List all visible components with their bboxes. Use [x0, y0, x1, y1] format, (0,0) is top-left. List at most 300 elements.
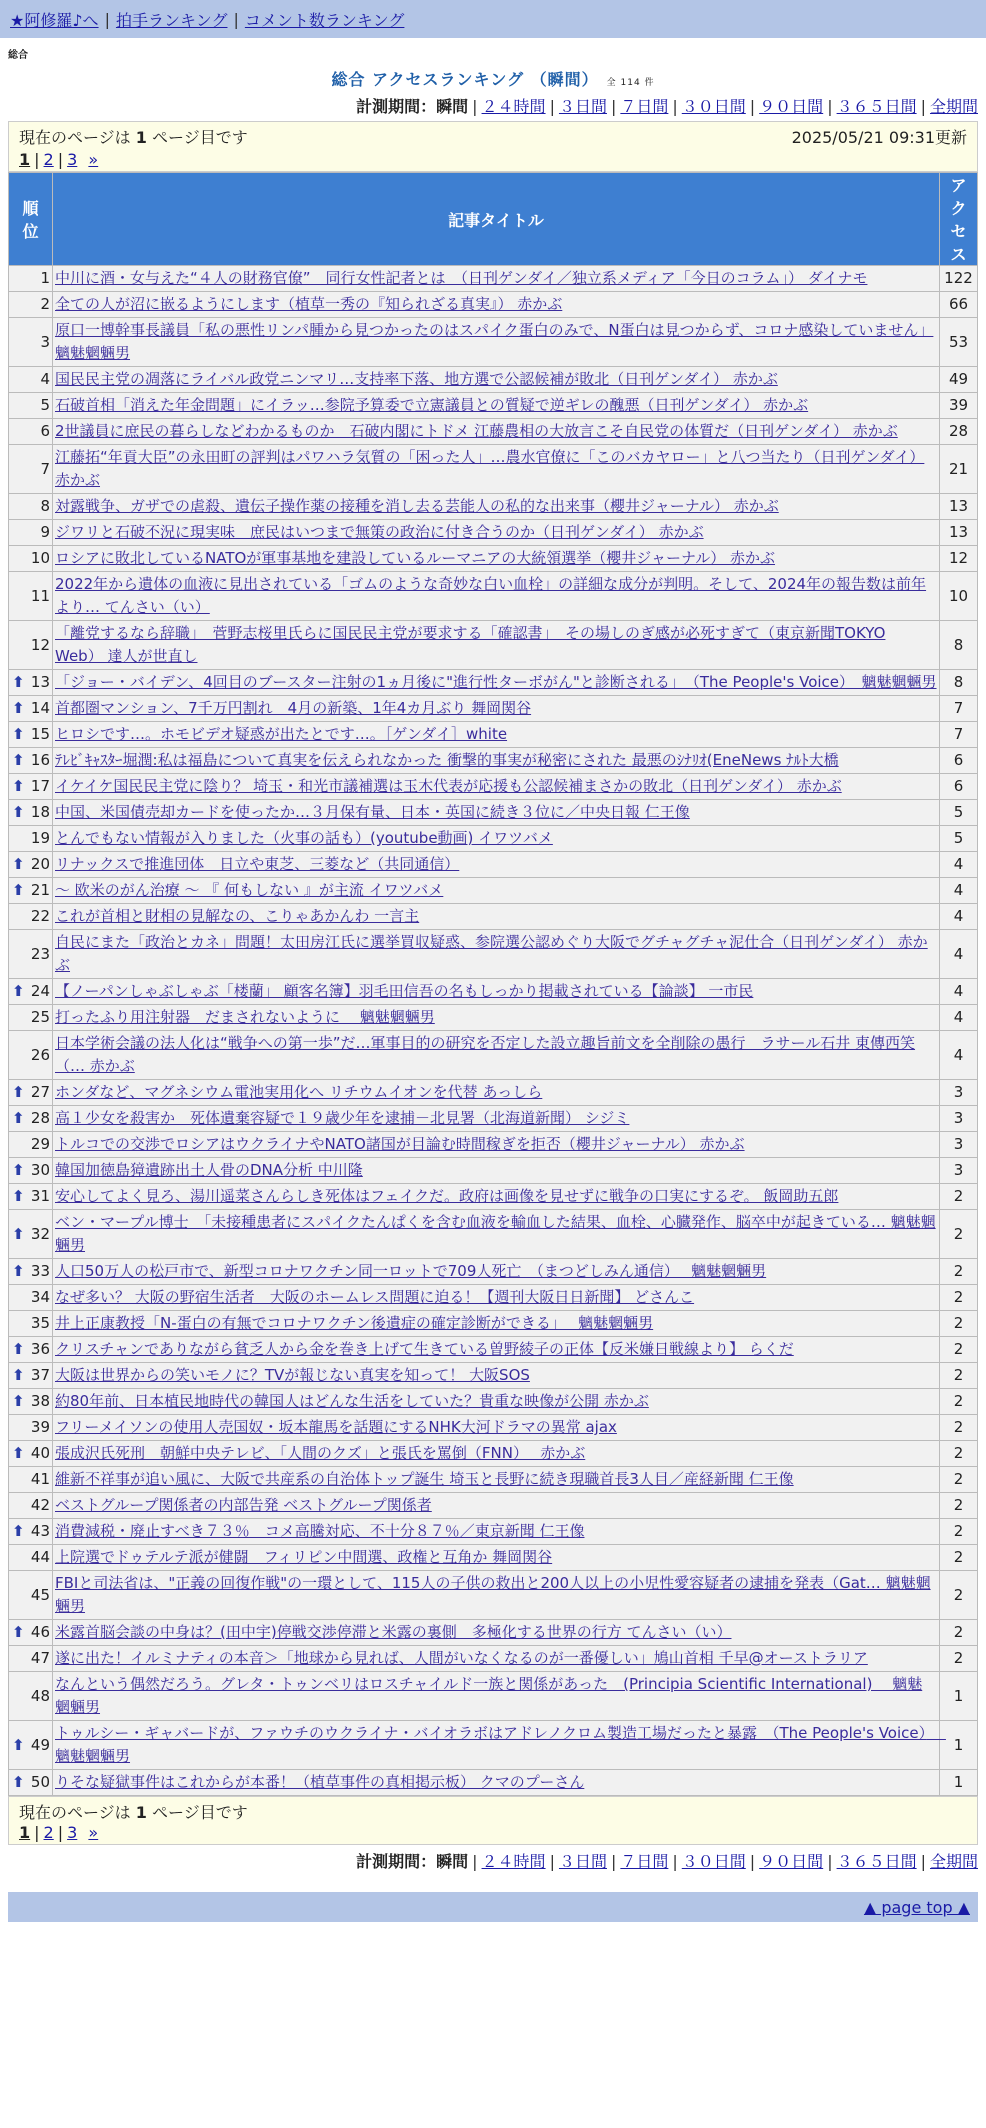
title-cell [53, 979, 940, 1005]
article-link[interactable]: 首都圏マンション、7千万円割れ 4月の新築、1年4カ月ぶり 舞岡関谷 [55, 699, 532, 717]
period-link[interactable]: 全期間 [929, 1852, 978, 1871]
updated-timestamp: 2025/05/21 09:31更新 [791, 128, 967, 147]
article-link[interactable]: ヒロシです…。ホモビデオ疑惑が出たとです…。［ゲンダイ］white [55, 725, 508, 743]
page-separator: | [34, 1823, 40, 1842]
table-row [9, 1210, 978, 1259]
title-cell [53, 826, 940, 852]
article-link[interactable]: トゥルシー・ギャバードが、ファウチのウクライナ・バイオラボはアドレノクロム製造工場だったと暴露 （The People's Voice） 魑魅魍魎男 [55, 1724, 946, 1765]
access-count: 2 [940, 1493, 978, 1519]
access-count: 2 [940, 1259, 978, 1285]
access-count: 53 [940, 318, 978, 367]
rank-up-arrow-icon: ⬆ [12, 1366, 25, 1384]
period-link[interactable]: ３０日間 [681, 97, 746, 116]
period-separator: | [749, 1852, 756, 1871]
rank-cell [9, 930, 53, 979]
article-link[interactable]: 自民にまた「政治とカネ」問題！太田房江氏に選挙買収疑惑、参院選公認めぐり大阪でグチャグチャ泥仕合（日刊ゲンダイ） 赤かぶ [55, 933, 928, 974]
rank-cell [9, 1363, 53, 1389]
rank-up-arrow-icon: ⬆ [12, 751, 25, 769]
article-link[interactable]: 「ジョー・バイデン、4回目のブースター注射の1ヵ月後に"進行性ターボがん"と診断される」 （The People's Voice） 魑魅魍魎男 [55, 673, 937, 691]
page-current: 1 [19, 1823, 31, 1842]
period-separator: | [920, 97, 926, 116]
access-count: 2 [940, 1519, 978, 1545]
article-link[interactable]: 上院選でドゥテルテ派が健闘 フィリピン中間選、政権と互角か 舞岡関谷 [55, 1548, 553, 1566]
page-link[interactable]: 3 [67, 1823, 78, 1842]
access-count: 2 [940, 1620, 978, 1646]
rank-up-arrow-icon: ⬆ [12, 673, 25, 691]
rank-cell [9, 1106, 53, 1132]
period-link[interactable]: ２４時間 [481, 1852, 546, 1871]
rank-cell [9, 1467, 53, 1493]
rank-number: 8 [40, 497, 50, 515]
rank-number: 2 [40, 295, 50, 313]
article-link[interactable]: 打ったふり用注射器 だまされないように 魑魅魍魎男 [55, 1008, 435, 1026]
access-count: 4 [940, 1005, 978, 1031]
title-cell [53, 1132, 940, 1158]
access-count: 4 [940, 852, 978, 878]
rank-cell [9, 1210, 53, 1259]
access-count: 2 [940, 1441, 978, 1467]
rank-number: 25 [30, 1008, 50, 1026]
table-row [9, 1132, 978, 1158]
title-cell [53, 393, 940, 419]
table-row [9, 1493, 978, 1519]
rank-number: 37 [30, 1366, 50, 1384]
period-link[interactable]: ３日間 [558, 1852, 607, 1871]
rank-up-arrow-icon: ⬆ [12, 1444, 25, 1462]
table-row [9, 1646, 978, 1672]
article-link[interactable]: ジワリと石破不況に現実味 庶民はいつまで無策の政治に付き合うのか（日刊ゲンダイ） 赤かぶ [55, 523, 704, 541]
rank-up-arrow-icon: ⬆ [12, 1340, 25, 1358]
rank-up-arrow-icon: ⬆ [12, 1522, 25, 1540]
article-link[interactable]: 井上正康教授「N-蛋白の有無でコロナワクチン後遺症の確定診断ができる」 魑魅魍魎男 [55, 1314, 654, 1332]
period-current: 瞬間 [436, 1852, 469, 1871]
article-link[interactable]: 人口50万人の松戸市で、新型コロナワクチン同一ロットで709人死亡 （まつどしみん通信） 魑魅魍魎男 [55, 1262, 767, 1280]
access-count: 7 [940, 696, 978, 722]
rank-cell [9, 572, 53, 621]
period-link[interactable]: ３０日間 [681, 1852, 746, 1871]
rank-cell [9, 318, 53, 367]
access-count: 13 [940, 520, 978, 546]
article-link[interactable]: 米露首脳会談の中身は？(田中宇)停戦交渉停滞と米露の裏側 多極化する世界の行方 てんさい（い） [55, 1623, 732, 1641]
access-count: 5 [940, 826, 978, 852]
rank-cell [9, 494, 53, 520]
table-row [9, 546, 978, 572]
article-link[interactable]: クリスチャンでありながら貧乏人から金を巻き上げて生きている曽野綾子の正体【反米嫌日戦線より】 らくだ [55, 1340, 794, 1358]
period-separator: | [472, 1852, 478, 1871]
title-cell [53, 1285, 940, 1311]
current-page-text [19, 1803, 248, 1822]
article-link[interactable]: 2022年から遺体の血液に見出されている「ゴムのような奇妙な白い血栓」の詳細な成分が判明。そして、2024年の報告数は前年より… てんさい（い） [55, 575, 927, 616]
table-row [9, 1005, 978, 1031]
next-page-link[interactable]: » [88, 1823, 99, 1842]
table-row [9, 419, 978, 445]
rank-number: 26 [30, 1045, 50, 1064]
title-cell [53, 266, 940, 292]
article-link[interactable]: ﾃﾚﾋﾞｷｬｽﾀｰ堀潤:私は福島について真実を伝えられなかった 衝撃的事実が秘密にされた 最悪のｼﾅﾘｵ(EneNews ﾅﾙﾄ大橋 [55, 751, 839, 769]
home-link[interactable]: ★阿修羅♪へ [10, 10, 99, 30]
title-cell [53, 318, 940, 367]
title-cell [53, 367, 940, 393]
rank-up-arrow-icon: ⬆ [12, 982, 25, 1000]
table-row [9, 979, 978, 1005]
rank-cell [9, 1493, 53, 1519]
period-link[interactable]: ３日間 [558, 97, 607, 116]
access-count: 4 [940, 979, 978, 1005]
article-link[interactable]: 原口一博幹事長議員「私の悪性リンパ腫から見つかったのはスパイク蛋白のみで、N蛋白は見つからず、コロナ感染していません」 魑魅魍魎男 [55, 321, 934, 362]
title-cell [53, 1415, 940, 1441]
page-link[interactable]: 2 [43, 1823, 54, 1842]
article-link[interactable]: 中川に酒・女与えた“４人の財務官僚” 同行女性記者とは （日刊ゲンダイ／独立系メディア「今日のコラム」） ダイナモ [55, 269, 868, 287]
page-link[interactable]: 3 [67, 150, 78, 169]
title-cell [53, 748, 940, 774]
table-row [9, 1106, 978, 1132]
rank-cell [9, 1184, 53, 1210]
rank-cell [9, 1005, 53, 1031]
rank-cell [9, 979, 53, 1005]
table-row [9, 696, 978, 722]
article-link[interactable]: ベン・マープル博士 「未接種患者にスパイクたんぱくを含む血液を輸血した結果、血栓、心臓発作、脳卒中が起きている… 魑魅魍魎男 [55, 1213, 936, 1254]
title-cell [53, 1770, 940, 1796]
article-link[interactable]: ベストグループ関係者の内部告発 ベストグループ関係者 [55, 1496, 432, 1514]
access-count: 10 [940, 572, 978, 621]
table-row [9, 1571, 978, 1620]
rank-cell [9, 419, 53, 445]
rank-cell [9, 1721, 53, 1770]
access-count: 1 [940, 1672, 978, 1721]
article-link[interactable]: これが首相と財相の見解なの、こりゃあかんわ 一言主 [55, 907, 420, 925]
rank-number: 47 [30, 1649, 50, 1667]
nav-separator: | [233, 9, 239, 29]
table-row [9, 520, 978, 546]
rank-cell [9, 904, 53, 930]
article-link[interactable]: 中国、米国債売却カードを使ったか…３月保有量、日本・英国に続き３位に／中央日報 仁王像 [55, 803, 690, 821]
table-row [9, 1158, 978, 1184]
rank-cell [9, 826, 53, 852]
rank-number: 17 [30, 777, 50, 795]
rank-cell [9, 1259, 53, 1285]
table-row [9, 1467, 978, 1493]
title-header: 記事タイトル [53, 173, 940, 266]
access-count: 66 [940, 292, 978, 318]
period-current: 瞬間 [436, 97, 469, 116]
rank-cell [9, 1337, 53, 1363]
article-link[interactable]: ロシアに敗北しているNATOが軍事基地を建設しているルーマニアの大統領選挙（櫻井ジャーナル） 赤かぶ [55, 549, 776, 567]
table-row [9, 494, 978, 520]
title-cell [53, 419, 940, 445]
rank-cell [9, 1080, 53, 1106]
rank-cell [9, 520, 53, 546]
rank-number: 23 [30, 944, 50, 963]
access-count: 8 [940, 621, 978, 670]
access-count: 4 [940, 1031, 978, 1080]
rank-up-arrow-icon: ⬆ [12, 855, 25, 873]
article-link[interactable]: とんでもない情報が入りました（火事の話も）(youtube動画) イワツバメ [55, 829, 553, 847]
table-row [9, 826, 978, 852]
table-row [9, 1031, 978, 1080]
title-cell [53, 852, 940, 878]
table-row [9, 1337, 978, 1363]
rank-cell [9, 1311, 53, 1337]
period-separator: | [749, 97, 756, 116]
article-link[interactable]: トルコでの交渉でロシアはウクライナやNATO諸国が目論む時間稼ぎを拒否（櫻井ジャーナル） 赤かぶ [55, 1135, 745, 1153]
article-link[interactable]: 高１少女を殺害か 死体遺棄容疑で１９歳少年を逮捕－北見署（北海道新聞） シジミ [55, 1109, 630, 1127]
access-count: 4 [940, 878, 978, 904]
comment-ranking-link[interactable]: コメント数ランキング [244, 10, 405, 30]
article-link[interactable]: 安心してよく見ろ、湯川遥菜さんらしき死体はフェイクだ。政府は画像を見せずに戦争の口実にするぞ。 飯岡助五郎 [55, 1187, 839, 1205]
rank-number: 13 [30, 673, 50, 691]
rank-up-arrow-icon: ⬆ [12, 699, 25, 717]
rank-up-arrow-icon: ⬆ [12, 1161, 25, 1179]
access-count: 6 [940, 774, 978, 800]
rank-number: 30 [30, 1161, 50, 1179]
rank-up-arrow-icon: ⬆ [12, 1262, 25, 1280]
rank-cell [9, 1620, 53, 1646]
rank-number: 43 [30, 1522, 50, 1540]
rank-cell [9, 670, 53, 696]
access-count: 1 [940, 1770, 978, 1796]
period-link[interactable]: ７日間 [620, 97, 669, 116]
period-link[interactable]: ３６５日間 [836, 1852, 917, 1871]
article-link[interactable]: 遂に出た！イルミナティの本音＞「地球から見れば、人間がいなくなるのが一番優しい」鳩山首相 千早@オーストラリア [55, 1649, 868, 1667]
title-cell [53, 621, 940, 670]
rank-number: 19 [30, 829, 50, 847]
period-separator: | [672, 97, 678, 116]
table-row [9, 367, 978, 393]
total-count: 全 114 件 [606, 78, 655, 88]
table-row [9, 1184, 978, 1210]
table-row [9, 1285, 978, 1311]
table-row [9, 1770, 978, 1796]
period-separator: | [920, 1852, 926, 1871]
rank-number: 29 [30, 1135, 50, 1153]
rank-up-arrow-icon: ⬆ [12, 1187, 25, 1205]
rank-cell [9, 878, 53, 904]
rank-cell [9, 1441, 53, 1467]
article-link[interactable]: 石破首相「消えた年金問題」にイラッ…参院予算委で立憲議員との質疑で逆ギレの醜悪（日刊ゲンダイ） 赤かぶ [55, 396, 809, 414]
table-row [9, 1545, 978, 1571]
article-link[interactable]: りそな疑獄事件はこれからが本番！（植草事件の真相掲示板） クマのプーさん [55, 1773, 585, 1791]
title-cell [53, 1620, 940, 1646]
rank-number: 28 [30, 1109, 50, 1127]
rank-number: 50 [30, 1773, 50, 1791]
period-link[interactable]: ９０日間 [759, 1852, 824, 1871]
title-cell [53, 904, 940, 930]
page-prefix: 現在のページは [19, 1803, 131, 1822]
rank-number: 49 [30, 1735, 50, 1754]
article-link[interactable]: 対露戦争、ガザでの虐殺、遺伝子操作薬の接種を消し去る芸能人の私的な出来事（櫻井ジャーナル） 赤かぶ [55, 497, 779, 515]
access-count: 2 [940, 1389, 978, 1415]
rank-number: 1 [40, 269, 50, 287]
title-cell [53, 722, 940, 748]
title-cell [53, 1210, 940, 1259]
table-row [9, 774, 978, 800]
access-count: 3 [940, 1080, 978, 1106]
table-row [9, 1415, 978, 1441]
article-link[interactable]: 大阪は世界からの笑いモノに？TVが報じない真実を知って！ 大阪SOS [55, 1366, 530, 1384]
rank-number: 12 [30, 635, 50, 654]
title-cell [53, 572, 940, 621]
title-cell [53, 1259, 940, 1285]
access-count: 2 [940, 1285, 978, 1311]
table-row [9, 800, 978, 826]
rank-number: 21 [30, 881, 50, 899]
rank-up-arrow-icon: ⬆ [12, 725, 25, 743]
access-count: 2 [940, 1571, 978, 1620]
next-page-link[interactable]: » [88, 150, 99, 169]
rank-up-arrow-icon: ⬆ [12, 1773, 25, 1791]
period-link[interactable]: ９０日間 [759, 97, 824, 116]
title-cell [53, 1106, 940, 1132]
rank-header: 順位 [9, 173, 53, 266]
title-cell [53, 1646, 940, 1672]
title-cell [53, 878, 940, 904]
rank-number: 14 [30, 699, 50, 717]
title-cell [53, 1031, 940, 1080]
rank-number: 42 [30, 1496, 50, 1514]
rank-cell [9, 393, 53, 419]
rank-number: 3 [40, 332, 50, 351]
title-cell [53, 1363, 940, 1389]
article-link[interactable]: 韓国加徳島獐遺跡出土人骨のDNA分析 中川隆 [55, 1161, 363, 1179]
article-link[interactable]: イケイケ国民民主党に陰り？ 埼玉・和光市議補選は玉木代表が応援も公認候補まさかの敗北（日刊ゲンダイ） 赤かぶ [55, 777, 842, 795]
table-row [9, 266, 978, 292]
rank-cell [9, 445, 53, 494]
period-link[interactable]: 全期間 [929, 97, 978, 116]
category-label: 総合 [8, 50, 28, 61]
rank-number: 20 [30, 855, 50, 873]
article-link[interactable]: 日本学術会議の法人化は“戦争への第一歩”だ…軍事目的の研究を否定した設立趣旨前文を全削除の愚行 ラサール石井 東傳西笑（… 赤かぶ [55, 1034, 916, 1075]
table-row [9, 1363, 978, 1389]
period-link[interactable]: ２４時間 [481, 97, 546, 116]
title-cell [53, 520, 940, 546]
rank-up-arrow-icon: ⬆ [12, 1224, 25, 1243]
access-count: 3 [940, 1132, 978, 1158]
access-count: 21 [940, 445, 978, 494]
article-link[interactable]: ～ 欧米のがん治療 ～ 『 何もしない 』が主流 イワツバメ [55, 881, 444, 899]
rank-up-arrow-icon: ⬆ [12, 803, 25, 821]
rank-up-arrow-icon: ⬆ [12, 1083, 25, 1101]
top-nav-bar [0, 0, 986, 38]
access-count: 2 [940, 1337, 978, 1363]
article-link[interactable]: 「離党するなら辞職」 菅野志桜里氏らに国民民主党が要求する「確認書」 その場しのぎ感が必死すぎて（東京新聞TOKYO Web） 達人が世直し [55, 624, 886, 665]
table-row [9, 878, 978, 904]
article-link[interactable]: 国民民主党の凋落にライバル政党ニンマリ…支持率下落、地方選で公認候補が敗北（日刊ゲンダイ） 赤かぶ [55, 370, 778, 388]
table-row [9, 445, 978, 494]
rank-cell [9, 1571, 53, 1620]
title-cell [53, 1672, 940, 1721]
page-top-link[interactable]: ▲ page top ▲ [863, 1897, 970, 1917]
title-cell [53, 1158, 940, 1184]
rank-number: 4 [40, 370, 50, 388]
pagination [19, 1823, 967, 1842]
rank-number: 41 [30, 1470, 50, 1488]
rank-cell [9, 800, 53, 826]
article-link[interactable]: 【ノーパンしゃぶしゃぶ「楼蘭」 顧客名簿】羽毛田信吾の名もしっかり掲載されている【論談】 一市民 [55, 982, 754, 1000]
rank-number: 45 [30, 1585, 50, 1604]
rank-cell [9, 367, 53, 393]
table-row [9, 1311, 978, 1337]
rank-number: 40 [30, 1444, 50, 1462]
page-prefix: 現在のページは [19, 128, 131, 147]
article-link[interactable]: FBIと司法省は、"正義の回復作戦"の一環として、115人の子供の救出と200人以上の小児性愛容疑者の逮捕を発表（Gat… 魑魅魍魎男 [55, 1574, 931, 1615]
period-separator: | [549, 97, 555, 116]
rank-number: 35 [30, 1314, 50, 1332]
title-cell [53, 1519, 940, 1545]
title-cell [53, 546, 940, 572]
table-row [9, 292, 978, 318]
article-link[interactable]: 張成沢氏死刑 朝鮮中央テレビ、「人間のクズ」と張氏を罵倒（FNN） 赤かぶ [55, 1444, 586, 1462]
rank-number: 44 [30, 1548, 50, 1566]
rank-up-arrow-icon: ⬆ [12, 881, 25, 899]
table-row [9, 1259, 978, 1285]
article-link[interactable]: ホンダなど、マグネシウム電池実用化へ リチウムイオンを代替 あっしら [55, 1083, 543, 1101]
rank-cell [9, 1519, 53, 1545]
article-link[interactable]: フリーメイソンの使用人売国奴・坂本龍馬を話題にするNHK大河ドラマの異常 ajax [55, 1418, 617, 1436]
rank-cell [9, 696, 53, 722]
rank-number: 6 [40, 422, 50, 440]
access-count: 6 [940, 748, 978, 774]
period-link[interactable]: ７日間 [620, 1852, 669, 1871]
article-link[interactable]: リナックスで推進団体 日立や東芝、三菱など（共同通信） [55, 855, 460, 873]
access-count: 2 [940, 1311, 978, 1337]
article-link[interactable]: なんという偶然だろう。グレタ・トゥンベリはロスチャイルド一族と関係があった (Principia Scientific International) 魑魅魍魎男 [55, 1675, 923, 1716]
access-count: 39 [940, 393, 978, 419]
table-row [9, 318, 978, 367]
rank-number: 22 [30, 907, 50, 925]
article-link[interactable]: なぜ多い？ 大阪の野宿生活者 大阪のホームレス問題に迫る！【週刊大阪日日新聞】 どさんこ [55, 1288, 695, 1306]
page-title-row [0, 67, 986, 90]
article-link[interactable]: 約80年前、日本植民地時代の韓国人はどんな生活をしていた？貴重な映像が公開 赤かぶ [55, 1392, 649, 1410]
title-cell [53, 670, 940, 696]
rank-cell [9, 1031, 53, 1080]
rank-number: 15 [30, 725, 50, 743]
rank-number: 7 [40, 459, 50, 478]
page-suffix: ページ目です [152, 1803, 248, 1822]
article-link[interactable]: 消費減税・廃止すべき７３％ コメ高騰対応、不十分８７％／東京新聞 仁王像 [55, 1522, 585, 1540]
period-separator: | [610, 1852, 617, 1871]
rank-cell [9, 546, 53, 572]
title-cell [53, 1005, 940, 1031]
page-info-row [19, 125, 967, 148]
page-link[interactable]: 2 [43, 150, 54, 169]
title-cell [53, 1337, 940, 1363]
applause-ranking-link[interactable]: 拍手ランキング [115, 10, 228, 30]
access-count: 122 [940, 266, 978, 292]
rank-cell [9, 1415, 53, 1441]
page-separator: | [57, 1823, 64, 1842]
article-link[interactable]: 全ての人が沼に嵌るようにします（植草一秀の『知られざる真実』） 赤かぶ [55, 295, 563, 313]
period-link[interactable]: ３６５日間 [836, 97, 917, 116]
page-separator: | [34, 150, 40, 169]
nav-separator: | [104, 9, 110, 29]
access-count: 3 [940, 1106, 978, 1132]
rank-number: 38 [30, 1392, 50, 1410]
table-row [9, 1721, 978, 1770]
title-cell [53, 292, 940, 318]
article-link[interactable]: 江藤拓“年貢大臣”の永田町の評判はパワハラ気質の「困った人」…農水官僚に「このバカヤロー」と八つ当たり（日刊ゲンダイ） 赤かぶ [55, 448, 925, 489]
table-row [9, 1620, 978, 1646]
article-link[interactable]: 2世議員に庶民の暮らしなどわかるものか 石破内閣にトドメ 江藤農相の大放言こそ自民党の体質だ（日刊ゲンダイ） 赤かぶ [55, 422, 898, 440]
rank-cell [9, 1545, 53, 1571]
article-link[interactable]: 維新不祥事が追い風に、大阪で共産系の自治体トップ誕生 埼玉と長野に続き現職首長3人目／産経新聞 仁王像 [55, 1470, 794, 1488]
title-cell [53, 1467, 940, 1493]
rank-cell [9, 621, 53, 670]
period-separator: | [827, 97, 833, 116]
rank-number: 16 [30, 751, 50, 769]
rank-number: 33 [30, 1262, 50, 1280]
rank-up-arrow-icon: ⬆ [12, 1392, 25, 1410]
table-row [9, 930, 978, 979]
